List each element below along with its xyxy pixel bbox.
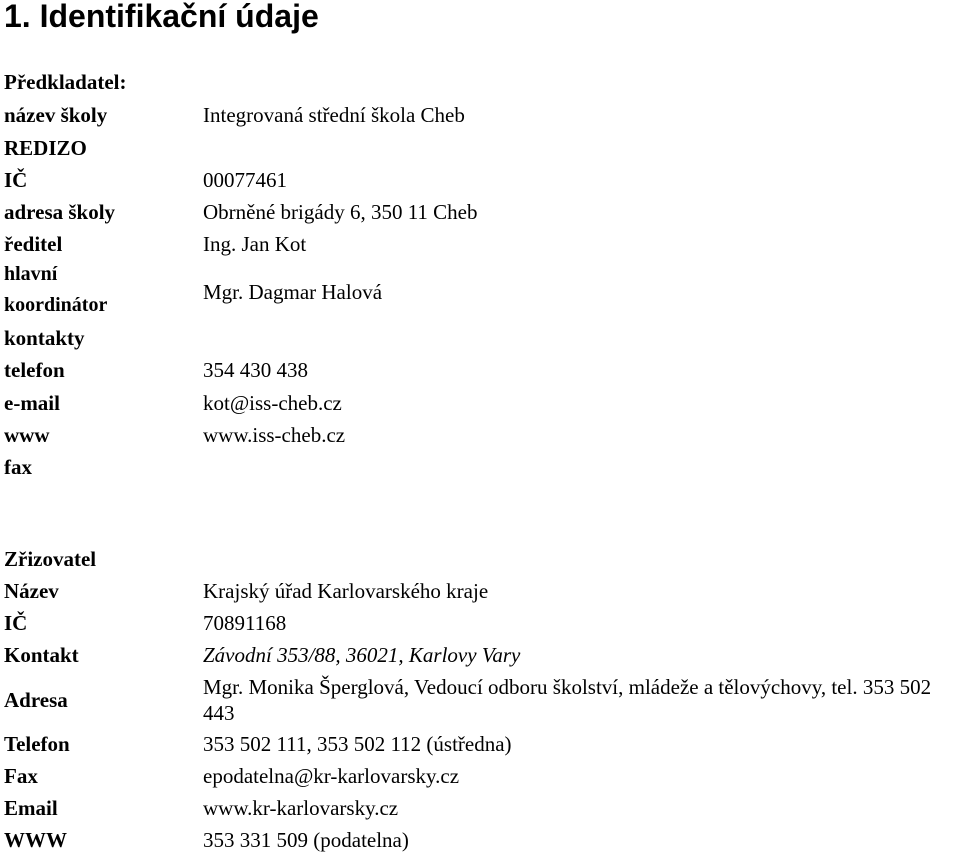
section-title-predkladatel: Předkladatel:: [4, 70, 127, 94]
value-www-skoly: www.iss-cheb.cz: [203, 423, 346, 447]
label-email-skoly: e-mail: [4, 391, 60, 415]
label-hlavni-koordinator-line1: hlavní: [4, 263, 58, 285]
value-ic-zrizovatele: 70891168: [203, 611, 287, 635]
label-reditel: ředitel: [4, 232, 63, 256]
value-telefon-skoly: 354 430 438: [203, 358, 308, 382]
label-kontakty: kontakty: [4, 326, 85, 350]
label-kontakt-zrizovatele: Kontakt: [4, 643, 79, 667]
label-telefon-skoly: telefon: [4, 358, 65, 382]
page-title: 1. Identifikační údaje: [4, 0, 319, 34]
value-nazev-zrizovatele: Krajský úřad Karlovarského kraje: [203, 579, 489, 603]
label-ic-skoly: IČ: [4, 168, 28, 192]
value-www-zrizovatele: 353 331 509 (podatelna): [203, 828, 409, 852]
label-www-skoly: www: [4, 423, 50, 447]
label-telefon-zrizovatele: Telefon: [4, 732, 70, 756]
label-email-zrizovatele: Email: [4, 796, 58, 820]
value-kontakt-zrizovatele: Závodní 353/88, 36021, Karlovy Vary: [203, 643, 521, 667]
value-nazev-skoly: Integrovaná střední škola Cheb: [203, 103, 465, 127]
value-adresa-zrizovatele: Mgr. Monika Šperglová, Vedoucí odboru školství, mládeže a tělovýchovy, tel. 353 502 443: [203, 675, 932, 725]
value-email-zrizovatele: www.kr-karlovarsky.cz: [203, 796, 399, 820]
value-email-skoly: kot@iss-cheb.cz: [203, 391, 342, 415]
label-www-zrizovatele: WWW: [4, 828, 67, 852]
label-redizo: REDIZO: [4, 136, 87, 160]
label-adresa-skoly: adresa školy: [4, 200, 116, 224]
label-fax-skoly: fax: [4, 455, 32, 479]
value-ic-skoly: 00077461: [203, 168, 287, 192]
label-nazev-zrizovatele: Název: [4, 579, 59, 603]
value-reditel: Ing. Jan Kot: [203, 232, 307, 256]
label-nazev-skoly: název školy: [4, 103, 108, 127]
label-ic-zrizovatele: IČ: [4, 611, 28, 635]
label-fax-zrizovatele: Fax: [4, 764, 38, 788]
label-hlavni-koordinator-line2: koordinátor: [4, 294, 108, 316]
value-fax-zrizovatele: epodatelna@kr-karlovarsky.cz: [203, 764, 460, 788]
value-adresa-skoly: Obrněné brigády 6, 350 11 Cheb: [203, 200, 478, 224]
value-telefon-zrizovatele: 353 502 111, 353 502 112 (ústředna): [203, 732, 512, 756]
section-title-zrizovatel: Zřizovatel: [4, 547, 97, 571]
label-adresa-zrizovatele: Adresa: [4, 688, 68, 712]
value-hlavni-koordinator: Mgr. Dagmar Halová: [203, 280, 383, 304]
